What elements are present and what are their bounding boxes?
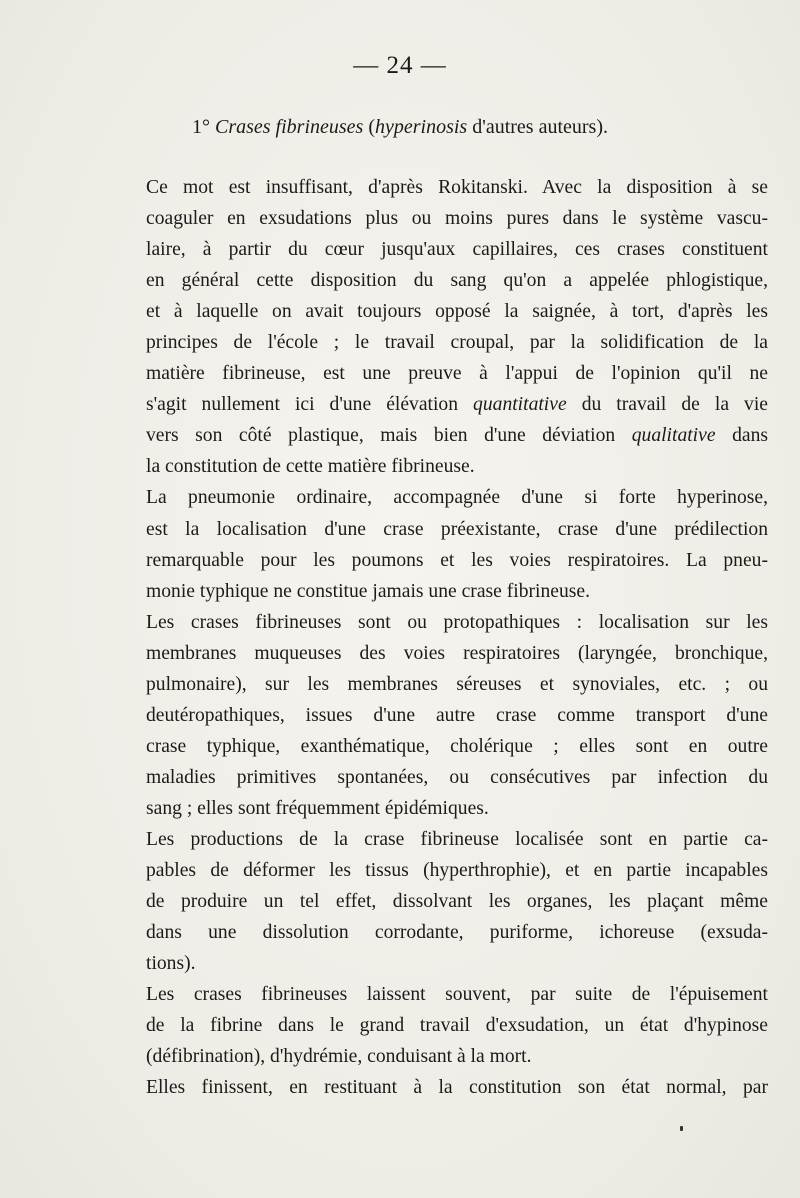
text-line: deutéropathiques, issues d'une autre crase comme transport d'une xyxy=(146,704,768,726)
text-line: de la fibrine dans le grand travail d'exsudation, un état d'hypinose xyxy=(146,1015,768,1037)
text-line: Les crases fibrineuses laissent souvent, par suite de l'épuisement xyxy=(146,984,768,1006)
text-line: pables de déformer les tissus (hyperthrophie), et en partie incapables xyxy=(146,860,768,882)
paragraph-5 xyxy=(122,979,768,1072)
text-line: tions). xyxy=(146,953,196,975)
text-line: de produire un tel effet, dissolvant les organes, les plaçant même xyxy=(146,891,768,913)
paragraph-6 xyxy=(122,1072,768,1103)
section-heading xyxy=(0,116,800,139)
text-segment: s'agit nullement ici d'une élévation xyxy=(146,394,459,416)
text-line: la constitution de cette matière fibrineuse. xyxy=(146,456,475,478)
paragraph-4 xyxy=(122,824,768,979)
text-segment: dans xyxy=(732,425,768,447)
text-line: Les crases fibrineuses sont ou protopathiques : localisation sur les xyxy=(146,611,768,633)
ink-speck xyxy=(680,1126,683,1131)
text-line: en général cette disposition du sang qu'on a appelée phlogistique, xyxy=(146,270,768,292)
italic-term: qualitative xyxy=(631,425,716,447)
text-line: monie typhique ne constitue jamais une crase fibrineuse. xyxy=(146,580,590,602)
text-line: maladies primitives spontanées, ou consécutives par infection du xyxy=(146,766,768,788)
text-line: remarquable pour les poumons et les voies respiratoires. La pneu- xyxy=(146,549,768,571)
text-line-mixed xyxy=(122,389,768,420)
italic-term: quantitative xyxy=(473,394,567,416)
text-line-mixed xyxy=(122,420,768,451)
text-line: dans une dissolution corrodante, puriforme, ichoreuse (exsuda- xyxy=(146,922,768,944)
heading-rest: d'autres auteurs). xyxy=(472,116,608,138)
heading-term: Crases fibrineuses xyxy=(214,116,364,138)
heading-number: 1° xyxy=(191,116,210,138)
text-line: et à laquelle on avait toujours opposé la saignée, à tort, d'après les xyxy=(146,301,768,323)
paragraph-3 xyxy=(122,607,768,824)
text-segment: du travail de la vie xyxy=(581,394,768,416)
text-line: matière fibrineuse, est une preuve à l'appui de l'opinion qu'il ne xyxy=(146,363,768,385)
paragraph-2 xyxy=(122,482,768,606)
text-line: laire, à partir du cœur jusqu'aux capillaires, ces crases constituent xyxy=(146,239,768,261)
text-line: est la localisation d'une crase préexistante, crase d'une prédilection xyxy=(146,518,768,540)
text-line: crase typhique, exanthématique, cholérique ; elles sont en outre xyxy=(146,735,768,757)
page-number: — 24 — xyxy=(353,52,447,79)
text-line: membranes muqueuses des voies respiratoires (laryngée, bronchique, xyxy=(146,642,768,664)
text-line: pulmonaire), sur les membranes séreuses et synoviales, etc. ; ou xyxy=(146,673,768,695)
text-line: Elles finissent, en restituant à la constitution son état normal, par xyxy=(146,1077,768,1099)
text-line: (défibrination), d'hydrémie, conduisant à la mort. xyxy=(146,1046,532,1068)
text-segment: vers son côté plastique, mais bien d'une déviation xyxy=(146,425,616,447)
text-line: Ce mot est insuffisant, d'après Rokitanski. Avec la disposition à se xyxy=(146,177,768,198)
text-line: coaguler en exsudations plus ou moins pures dans le système vascu- xyxy=(146,208,768,230)
text-line: sang ; elles sont fréquemment épidémiques. xyxy=(146,797,489,819)
heading-alt-term: hyperinosis xyxy=(375,116,468,138)
body-text xyxy=(122,172,768,1103)
heading-paren: ( xyxy=(368,116,375,138)
text-line: principes de l'école ; le travail croupal, par la solidification de la xyxy=(146,332,768,354)
paragraph-1 xyxy=(122,172,768,482)
text-line: Les productions de la crase fibrineuse localisée sont en partie ca- xyxy=(146,828,768,850)
text-line: La pneumonie ordinaire, accompagnée d'une si forte hyperinose, xyxy=(146,487,768,509)
